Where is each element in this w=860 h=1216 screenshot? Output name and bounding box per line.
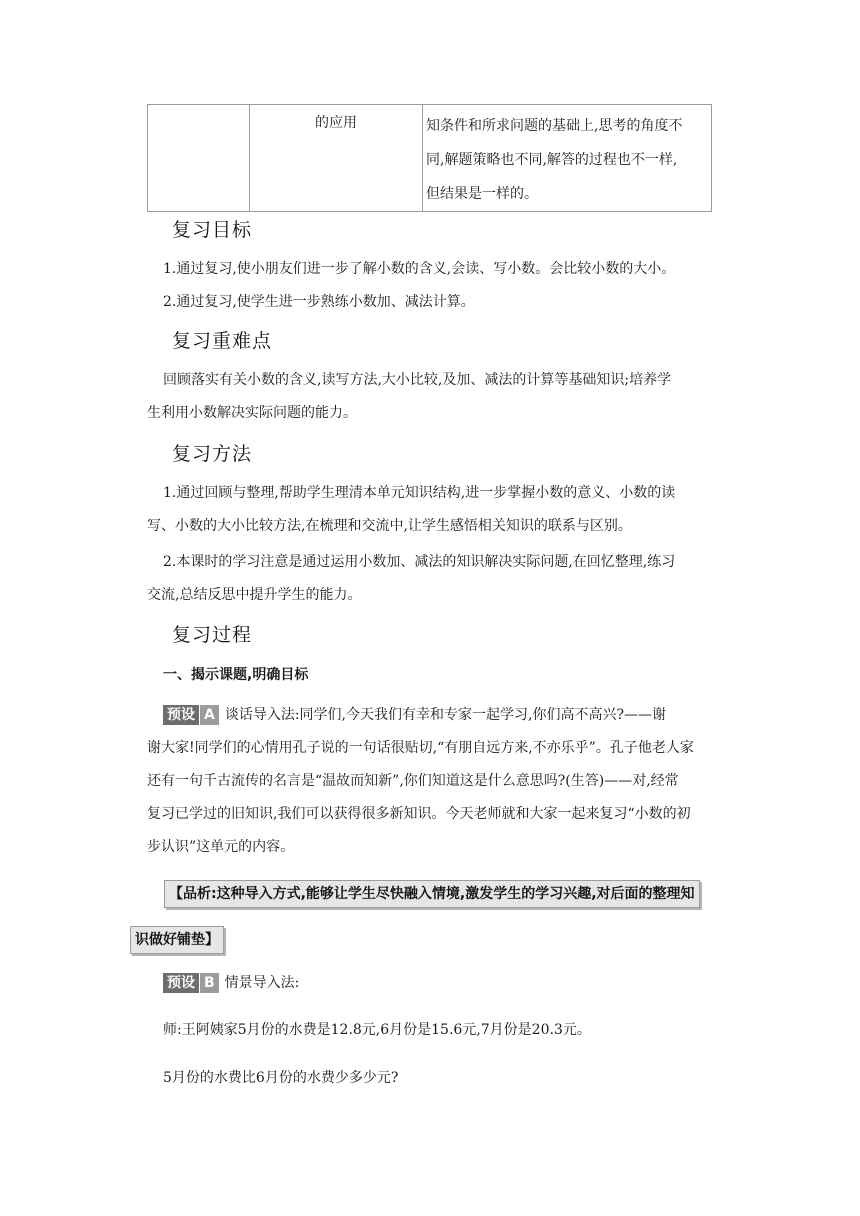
paragraph-line [147,967,727,1000]
paragraph-line: 生利用小数解决实际问题的能力。 [147,405,357,421]
paragraph-line: 2.本课时的学习注意是通过运用小数加、减法的知识解决实际问题,在回忆整理,练习 [163,554,676,570]
difficulty-paragraph [147,364,727,430]
paragraph-line: 谢大家!同学们的心情用孔子说的一句话很贴切,“有朋自远方来,不亦乐乎”。孔子他老人家 [147,740,694,756]
badge-word: 预设 [163,705,199,725]
table-cell-description [423,105,712,212]
heading-review-methods: 复习方法 [172,443,253,465]
paragraph-line: 5月份的水费比6月份的水费少多少元? [163,1070,399,1086]
preset-a-paragraph [147,699,727,864]
heading-review-process: 复习过程 [172,624,253,646]
analysis-note-line: 【品析:这种导入方式,能够让学生尽快融入情境,激发学生的学习兴趣,对后面的整理知 [164,880,700,908]
badge-letter: B [200,973,219,993]
badge-letter: A [200,705,219,725]
table-cell-line: 知条件和所求问题的基础上,思考的角度不 [426,118,683,134]
badge-word: 预设 [163,973,199,993]
paragraph-line: 写、小数的大小比较方法,在梳理和交流中,让学生感悟相关知识的联系与区别。 [147,518,632,534]
table-cell-line: 但结果是一样的。 [426,186,538,202]
paragraph-line: 回顾落实有关小数的含义,读写方法,大小比较,及加、减法的计算等基础知识;培养学 [163,372,672,388]
table-cell-line: 同,解题策略也不同,解答的过程也不一样, [426,152,678,168]
paragraph-line: 1.通过回顾与整理,帮助学生理清本单元知识结构,进一步掌握小数的意义、小数的读 [163,485,676,501]
goal-item: 2.通过复习,使学生进一步熟练小数加、减法计算。 [163,294,475,310]
paragraph-line: 还有一句千古流传的名言是“温故而知新”,你们知道这是什么意思吗?(生答)——对,经常 [147,773,679,789]
paragraph-text: 谈话导入法:同学们,今天我们有幸和专家一起学习,你们高不高兴?——谢 [224,707,666,723]
preset-b-paragraph [147,967,727,1000]
teacher-line [147,1014,727,1047]
paragraph-line: 交流,总结反思中提升学生的能力。 [147,587,362,603]
paragraph-text: 情景导入法: [224,975,300,991]
table-row [148,105,712,212]
question-line [147,1062,727,1095]
preset-b-badge [163,973,219,993]
method-paragraph-2 [147,546,727,612]
table-cell-topic: 的应用 [250,105,423,212]
paragraph-line: 复习已学过的旧知识,我们可以获得很多新知识。今天老师就和大家一起来复习“小数的初 [147,806,691,822]
step-heading: 一、揭示课题,明确目标 [163,667,309,683]
goals-list [147,253,727,319]
lesson-table [147,104,712,212]
paragraph-line: 师:王阿姨家5月份的水费是12.8元,6月份是15.6元,7月份是20.3元。 [163,1022,591,1038]
table-cell-empty [148,105,250,212]
heading-review-goals: 复习目标 [172,219,253,241]
preset-a-badge [163,705,219,725]
analysis-note-line: 识做好铺垫】 [130,926,224,954]
paragraph-line [147,699,727,732]
method-paragraph-1 [147,477,727,543]
paragraph-line: 步认识”这单元的内容。 [147,839,295,855]
goal-item: 1.通过复习,使小朋友们进一步了解小数的含义,会读、写小数。会比较小数的大小。 [163,261,676,277]
heading-key-difficulties: 复习重难点 [172,330,273,352]
